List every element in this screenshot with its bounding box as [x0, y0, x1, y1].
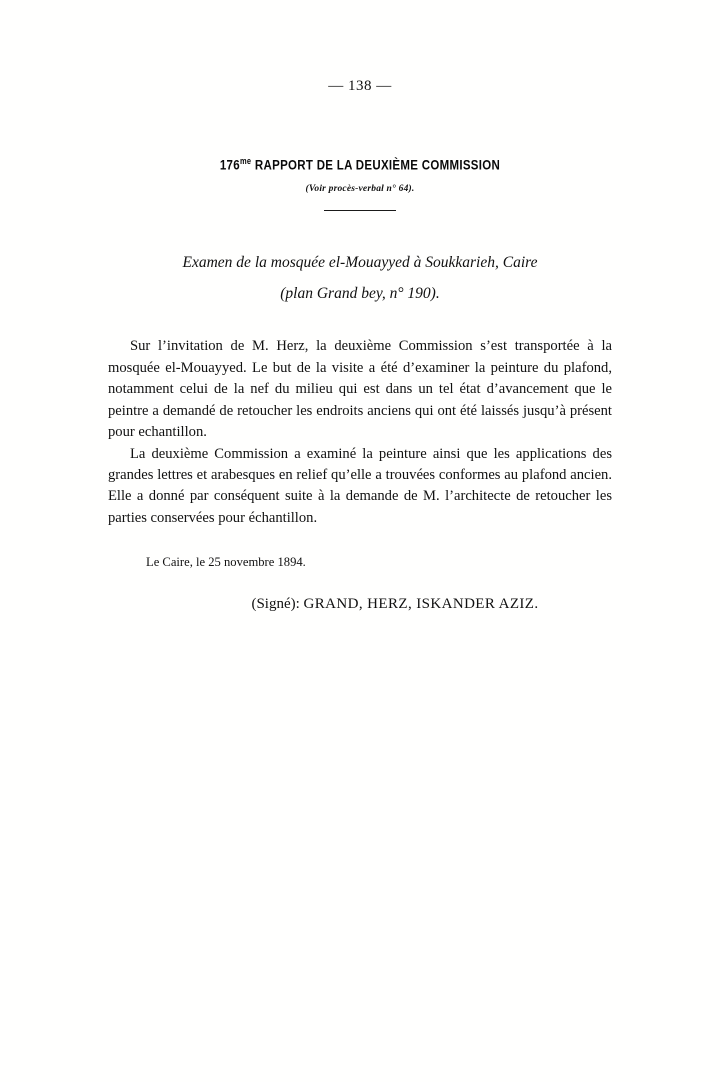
report-heading-ordinal-suffix: me: [239, 155, 252, 167]
report-heading-number: 176: [219, 159, 240, 174]
paragraph-2: La deuxième Commission a examiné la peinture ainsi que les applications des grandes lettres et arabesques en relief qu’elle a trouvées conformes au plafond ancien. Elle a donné par conséquent suite à la demande de M. l’architecte de retoucher les parties conservées pour échantillon.: [108, 445, 612, 526]
report-reference: (Voir procès-verbal n° 64).: [305, 183, 415, 194]
body-text: [108, 336, 612, 529]
report-heading-text: RAPPORT DE LA DEUXIÈME COMMISSION: [251, 159, 501, 174]
signature-line: [108, 596, 612, 613]
paragraph-1: Sur l’invitation de M. Herz, la deuxième Commission s’est transportée à la mosquée el-Mouayyed. Le but de la visite a été d’examiner la peinture du plafond, notamment celui de la nef du milieu qui est dans un tel état d’avancement que le peintre a demandé de retoucher les endroits anciens qui ont été laissés jusqu’à présent pour echantillon.: [108, 338, 612, 441]
signature-names: GRAND, HERZ, ISKANDER AZIZ.: [303, 596, 539, 613]
report-heading: [108, 156, 612, 173]
signature-prefix: (Signé):: [251, 596, 304, 613]
section-title-line1: Examen de la mosquée el-Mouayyed à Soukkarieh, Caire: [182, 253, 538, 271]
place-date: Le Caire, le 25 novembre 1894.: [146, 555, 306, 570]
page-content: [108, 78, 612, 613]
divider-rule: [324, 210, 396, 211]
section-title: [108, 251, 612, 307]
page-number: — 138 —: [328, 78, 392, 94]
section-title-line2: (plan Grand bey, n° 190).: [280, 284, 440, 302]
